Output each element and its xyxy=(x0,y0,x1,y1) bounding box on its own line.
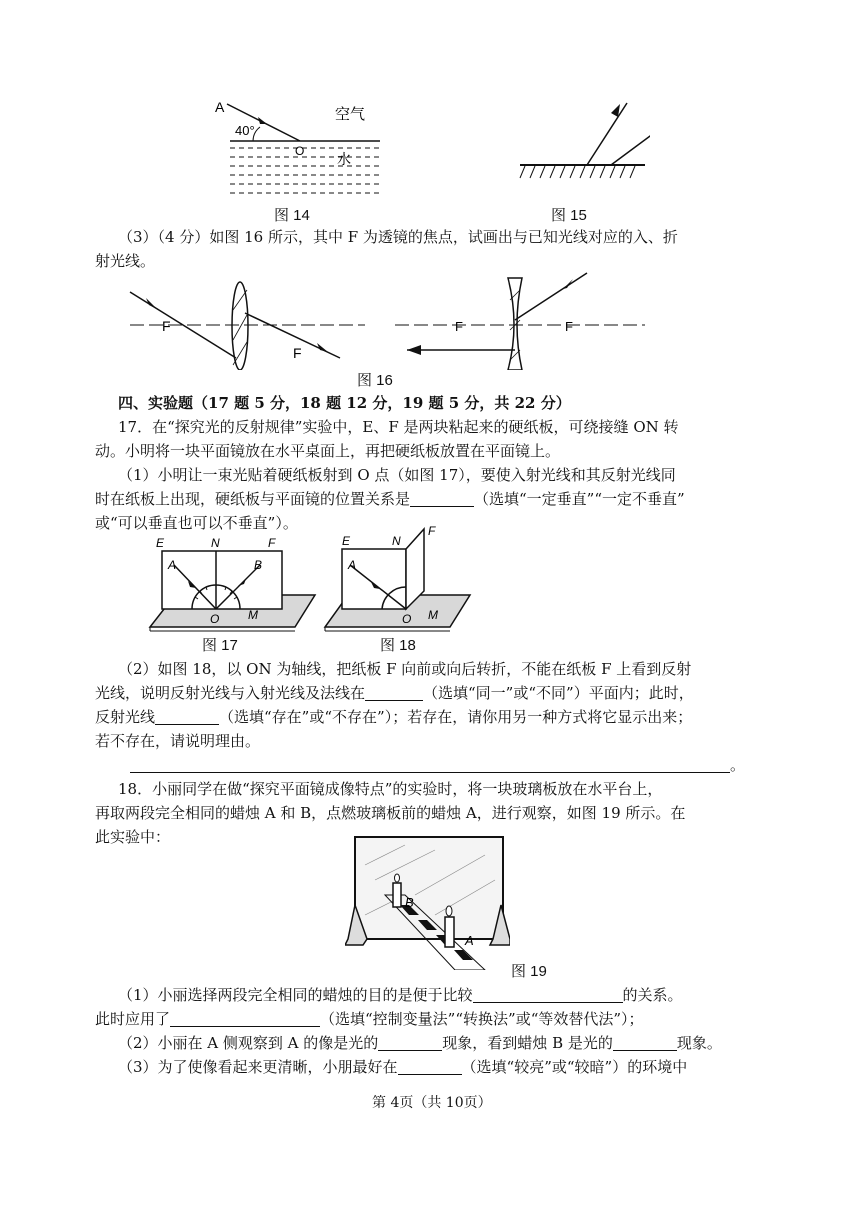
fig14-label-a: A xyxy=(215,99,225,115)
q18-p1-line1 xyxy=(118,984,683,1006)
q17-p1-line3: 或“可以垂直也可以不垂直”）。 xyxy=(95,514,298,532)
q18-blank-3[interactable] xyxy=(378,1034,442,1051)
fig17-o: O xyxy=(210,612,220,626)
q18-p3-text-a: （3）为了使像看起来更清晰，小朋最好在 xyxy=(118,1058,398,1076)
q18-p1-text-d: （选填“控制变量法”“转换法”或“等效替代法”）； xyxy=(320,1010,644,1028)
q17-p1-text-a: 时在纸板上出现，硬纸板与平面镜的位置关系是 xyxy=(95,490,411,508)
q16-3-line1: （3）（4 分）如图 16 所示，其中 F 为透镜的焦点，试画出与已知光线对应的入、折 xyxy=(118,228,678,246)
figure-15 xyxy=(515,98,650,184)
fig17-e: E xyxy=(156,536,165,550)
figure-19-caption: 图 19 xyxy=(511,963,547,980)
fig16-f-left: F xyxy=(162,318,171,334)
q18-intro-3: 此实验中： xyxy=(95,828,171,846)
figure-14 xyxy=(205,92,390,204)
q18-intro-1: 18．小丽同学在做“探究平面镜成像特点”的实验时，将一块玻璃板放在水平台上， xyxy=(118,780,663,798)
figure-17-caption: 图 17 xyxy=(202,637,238,654)
q17-p1-text-b: （选填“一定垂直”“一定不垂直” xyxy=(474,490,685,508)
section-4-title: 四、实验题（17 题 5 分，18 题 12 分，19 题 5 分，共 22 分） xyxy=(118,394,571,412)
figure-19 xyxy=(345,835,510,970)
q18-p1-text-b: 的关系。 xyxy=(622,986,683,1004)
fig18-f: F xyxy=(428,525,436,538)
fig19-a: A xyxy=(465,933,474,948)
q17-p2-text-b: （选填“同一”或“不同”）平面内；此时， xyxy=(423,684,694,702)
figure-18 xyxy=(320,525,480,635)
fig14-angle: 40° xyxy=(235,123,255,138)
q17-p2-line1: （2）如图 18，以 ON 为轴线，把纸板 F 向前或向后转折，不能在纸板 F 上看到反射 xyxy=(118,660,692,678)
q17-blank-1[interactable] xyxy=(410,490,474,507)
q17-p2-end: 。 xyxy=(730,756,746,774)
q17-p2-line3 xyxy=(95,706,692,728)
fig18-n: N xyxy=(392,534,401,548)
q18-p2-text-b: 现象，看到蜡烛 B 是光的 xyxy=(442,1034,613,1052)
q18-blank-2[interactable] xyxy=(170,1010,320,1027)
q17-answer-line xyxy=(95,754,745,776)
figure-16-caption: 图 16 xyxy=(357,372,393,389)
fig17-a: A xyxy=(168,558,177,572)
fig18-a: A xyxy=(348,558,357,572)
fig17-n: N xyxy=(211,536,220,550)
fig16-f-concave-right: F xyxy=(565,319,573,334)
q18-p2-text-c: 现象。 xyxy=(676,1034,722,1052)
q18-intro-2: 再取两段完全相同的蜡烛 A 和 B，点燃玻璃板前的蜡烛 A，进行观察，如图 19 所示。在 xyxy=(95,804,686,822)
q17-intro-1: 17．在“探究光的反射规律”实验中，E、F 是两块粘起来的硬纸板，可绕接缝 ON 转 xyxy=(118,418,679,436)
q18-blank-1[interactable] xyxy=(473,986,623,1003)
q18-p3-text-b: （选填“较亮”或“较暗”）的环境中 xyxy=(461,1058,688,1076)
fig16-f-right: F xyxy=(293,345,302,361)
q17-blank-3[interactable] xyxy=(155,708,219,725)
figure-17 xyxy=(140,535,320,635)
fig18-e: E xyxy=(342,534,351,548)
q18-p3-line xyxy=(118,1056,687,1078)
figure-16 xyxy=(125,270,645,370)
fig17-f: F xyxy=(268,536,276,550)
page-footer: 第 4页（共 10页） xyxy=(372,1095,492,1111)
q17-p2-line2 xyxy=(95,682,694,704)
fig14-water: 水 xyxy=(337,151,351,167)
fig14-label-o: O xyxy=(295,144,305,158)
q17-p2-line4: 若不存在，请说明理由。 xyxy=(95,732,261,750)
q17-intro-2: 动。小明将一块平面镜放在水平桌面上，再把硬纸板放置在平面镜上。 xyxy=(95,442,561,460)
figure-15-caption-text: 图 15 xyxy=(551,207,587,224)
q18-p2-text-a: （2）小丽在 A 侧观察到 A 的像是光的 xyxy=(118,1034,379,1052)
figure-14-caption: 图 14 xyxy=(274,207,310,224)
fig18-m: M xyxy=(428,608,438,622)
fig19-b: B xyxy=(405,895,414,910)
q17-p1-line2 xyxy=(95,488,685,510)
figure-18-caption: 图 18 xyxy=(380,637,416,654)
fig17-b: B xyxy=(254,558,263,572)
q18-blank-4[interactable] xyxy=(613,1034,677,1051)
q18-p1-text-c: 此时应用了 xyxy=(95,1010,171,1028)
q18-p1-text-a: （1）小丽选择两段完全相同的蜡烛的目的是便于比较 xyxy=(118,986,473,1004)
fig17-m: M xyxy=(248,608,258,622)
q18-p2-line xyxy=(118,1032,722,1054)
fig16-f-concave-left: F xyxy=(455,319,463,334)
q17-blank-4[interactable] xyxy=(130,756,730,773)
fig14-air: 空气 xyxy=(335,106,366,123)
q16-3-line2: 射光线。 xyxy=(95,252,156,270)
q17-p1-line1: （1）小明让一束光贴着硬纸板射到 O 点（如图 17），要使入射光线和其反射光线同 xyxy=(118,466,676,484)
q17-blank-2[interactable] xyxy=(365,684,423,701)
q17-p2-text-d: （选填“存在”或“不存在”）；若存在，请你用另一种方式将它显示出来； xyxy=(219,708,693,726)
fig18-o: O xyxy=(402,612,412,626)
q18-blank-5[interactable] xyxy=(398,1058,462,1075)
q17-p2-text-a: 光线，说明反射光线与入射光线及法线在 xyxy=(95,684,366,702)
q17-p2-text-c: 反射光线 xyxy=(95,708,156,726)
q18-p1-line2 xyxy=(95,1008,644,1030)
